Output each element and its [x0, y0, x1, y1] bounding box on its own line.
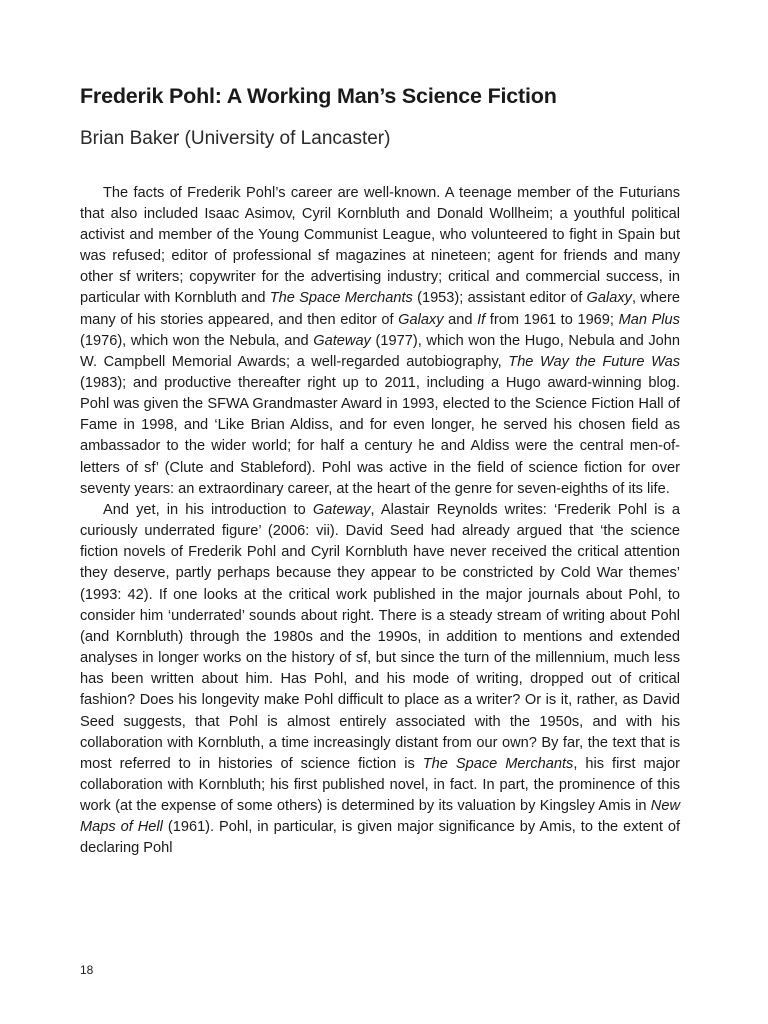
body-paragraph	[80, 183, 680, 500]
italic-title-text: The Space Merchants	[269, 290, 413, 307]
article-title: Frederik Pohl: A Working Man’s Science Fiction	[80, 84, 557, 108]
page-number: 18	[80, 963, 94, 977]
paragraph-text: , Alastair Reynolds writes: ‘Frederik Pohl is a curiously underrated figure’ (2006: vii). David Seed had already argued that ‘the science fiction novels of Frederik Pohl and Cyril Kornbluth have never received the critical attention they deserve, partly perhaps because they appear to be constricted by Cold War themes’ (1993: 42). If one looks at the critical work published in the major journals about Pohl, to consider him ‘underrated’ sounds about right. There is a steady stream of writing about Pohl (and Kornbluth) through the 1980s and the 1990s, in addition to mentions and extended analyses in longer works on the history of sf, but since the turn of the millennium, much less has been written about him. Has Pohl, and his mode of writing, dropped out of critical fashion? Does his longevity make Pohl difficult to place as a writer? Or is it, rather, as David Seed suggests, that Pohl is almost entirely associated with the 1950s, and with his collaboration with Kornbluth, a time increasingly distant from our own? By far, the text that is most referred to in histories of science fiction is	[80, 501, 680, 772]
page-content	[80, 84, 680, 860]
paragraph-text: , his first major collaboration with Kornbluth; his first published novel, in fact. In part, the prominence of this work (at the expense of some others) is determined by its valuation by Kingsley Amis in	[80, 755, 681, 815]
italic-title-text: Gateway	[313, 332, 371, 349]
italic-title-text: Galaxy	[398, 311, 444, 328]
paragraph-text: , where many of his stories appeared, and then editor of	[80, 290, 681, 328]
paragraph-text: (1983); and productive thereafter right up to 2011, including a Hugo award-winning blog. Pohl was given the SFWA Grandmaster Award in 1993, elected to the Science Fiction Hall of Fame in 1998, and ‘Like Brian Aldiss, and for even longer, he served his chosen field as ambassador to the wider world; for half a century he and Aldiss were the central men-of-letters of sf’ (Clute and Stableford). Pohl was active in the field of science fiction for over seventy years: an extraordinary career, at the heart of the genre for seven-eighths of its life.	[80, 375, 680, 497]
paragraph-text: (1953); assistant editor of	[412, 290, 587, 307]
paragraph-text: and	[443, 311, 478, 328]
article-body	[80, 183, 680, 860]
paragraph-text: from 1961 to 1969;	[485, 311, 619, 328]
paragraph-text: (1977), which won the Hugo, Nebula and John W. Campbell Memorial Awards; a well-regarded autobiography,	[80, 332, 680, 370]
italic-title-text: If	[477, 311, 486, 328]
italic-title-text: The Way the Future Was	[508, 353, 680, 370]
italic-title-text: Man Plus	[618, 311, 680, 328]
italic-title-text: Galaxy	[586, 290, 632, 307]
paragraph-text: The facts of Frederik Pohl’s career are well-known. A teenage member of the Futurians that also included Isaac Asimov, Cyril Kornbluth and Donald Wollheim; a youthful political activist and member of the Young Communist League, who volunteered to fight in Spain but was refused; editor of professional sf magazines at nineteen; agent for friends and many other sf writers; copywriter for the advertising industry; critical and commercial success, in particular with Kornbluth and	[80, 184, 680, 307]
italic-title-text: The Space Merchants	[422, 755, 574, 772]
article-author: Brian Baker (University of Lancaster)	[80, 127, 391, 149]
italic-title-text: New Maps of Hell	[80, 798, 680, 836]
body-paragraph	[80, 500, 680, 860]
paragraph-text: (1976), which won the Nebula, and	[80, 332, 314, 349]
paragraph-text: (1961). Pohl, in particular, is given major significance by Amis, to the extent of declaring Pohl	[80, 819, 681, 857]
italic-title-text: Gateway	[312, 501, 371, 518]
paragraph-text: And yet, in his introduction to	[103, 501, 313, 518]
